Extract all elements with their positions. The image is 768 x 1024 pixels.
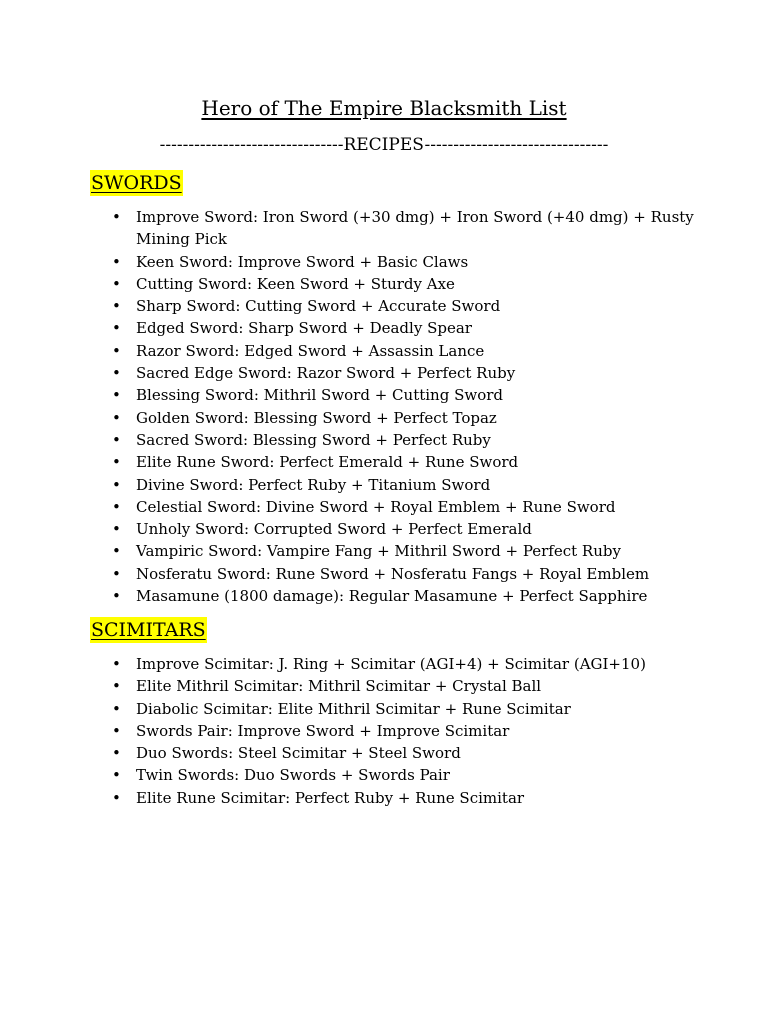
recipe-text: Elite Mithril Scimitar: Mithril Scimitar + Crystal Ball (136, 677, 542, 696)
recipe-text: Sacred Sword: Blessing Sword + Perfect Ruby (136, 430, 491, 449)
recipe-text: Golden Sword: Blessing Sword + Perfect Topaz (136, 408, 497, 427)
recipe-text: Swords Pair: Improve Sword + Improve Scimitar (136, 721, 510, 740)
list-item (108, 653, 708, 675)
recipe-text: Divine Sword: Perfect Ruby + Titanium Sword (136, 475, 491, 494)
recipe-text: Cutting Sword: Keen Sword + Sturdy Axe (136, 274, 455, 293)
section-heading-swords: SWORDS (91, 172, 182, 194)
list-item (108, 206, 708, 251)
recipe-text: Improve Sword: Iron Sword (+30 dmg) + Iron Sword (+40 dmg) + Rusty Mining Pick (136, 208, 694, 249)
recipe-text: Blessing Sword: Mithril Sword + Cutting Sword (136, 386, 504, 405)
list-item (108, 585, 708, 607)
bullet-icon: • (112, 520, 121, 539)
bullet-icon: • (112, 208, 121, 226)
list-item (108, 764, 708, 786)
bullet-icon: • (112, 453, 121, 472)
list-item (108, 340, 708, 362)
list-item (108, 362, 708, 384)
recipe-text: Razor Sword: Edged Sword + Assassin Lance (136, 341, 485, 360)
recipe-text: Elite Rune Scimitar: Perfect Ruby + Rune Scimitar (136, 788, 525, 807)
scimitars-recipe-list (108, 653, 708, 809)
list-item (108, 451, 708, 473)
recipe-text: Twin Swords: Duo Swords + Swords Pair (136, 766, 450, 785)
list-item (108, 384, 708, 406)
list-item (108, 518, 708, 540)
bullet-icon: • (112, 766, 121, 785)
bullet-icon: • (112, 699, 121, 718)
bullet-icon: • (112, 430, 121, 449)
recipe-text: Edged Sword: Sharp Sword + Deadly Spear (136, 319, 472, 338)
bullet-icon: • (112, 364, 121, 383)
recipe-text: Vampiric Sword: Vampire Fang + Mithril Sword + Perfect Ruby (136, 542, 621, 561)
list-item (108, 675, 708, 697)
recipe-text: Diabolic Scimitar: Elite Mithril Scimitar + Rune Scimitar (136, 699, 571, 718)
bullet-icon: • (112, 542, 121, 561)
section-heading-scimitars: SCIMITARS (91, 619, 206, 641)
list-item (108, 787, 708, 809)
recipe-text: Sharp Sword: Cutting Sword + Accurate Sword (136, 297, 501, 316)
list-item (108, 698, 708, 720)
recipe-text: Improve Scimitar: J. Ring + Scimitar (AGI+4) + Scimitar (AGI+10) (136, 655, 646, 673)
bullet-icon: • (112, 274, 121, 293)
recipe-text: Celestial Sword: Divine Sword + Royal Emblem + Rune Sword (136, 497, 616, 516)
bullet-icon: • (112, 564, 121, 583)
document-title: Hero of The Empire Blacksmith List (201, 96, 567, 120)
bullet-icon: • (112, 721, 121, 740)
bullet-icon: • (112, 252, 121, 271)
list-item (108, 720, 708, 742)
bullet-icon: • (112, 788, 121, 807)
recipe-text: Keen Sword: Improve Sword + Basic Claws (136, 252, 469, 271)
bullet-icon: • (112, 386, 121, 405)
bullet-icon: • (112, 744, 121, 763)
list-item (108, 496, 708, 518)
recipe-text: Sacred Edge Sword: Razor Sword + Perfect Ruby (136, 364, 516, 383)
recipe-text: Masamune (1800 damage): Regular Masamune + Perfect Sapphire (136, 587, 648, 606)
bullet-icon: • (112, 475, 121, 494)
list-item (108, 429, 708, 451)
bullet-icon: • (112, 587, 121, 606)
bullet-icon: • (112, 319, 121, 338)
list-item (108, 742, 708, 764)
list-item (108, 295, 708, 317)
list-item (108, 251, 708, 273)
list-item (108, 273, 708, 295)
swords-recipe-list (108, 206, 708, 607)
bullet-icon: • (112, 341, 121, 360)
bullet-icon: • (112, 497, 121, 516)
recipe-text: Duo Swords: Steel Scimitar + Steel Sword (136, 744, 461, 763)
bullet-icon: • (112, 408, 121, 427)
list-item (108, 474, 708, 496)
list-item (108, 317, 708, 339)
recipes-divider: --------------------------------RECIPES-------------------------------- (159, 135, 609, 155)
bullet-icon: • (112, 677, 121, 696)
bullet-icon: • (112, 297, 121, 316)
bullet-icon: • (112, 655, 121, 673)
recipe-text: Unholy Sword: Corrupted Sword + Perfect Emerald (136, 520, 532, 539)
recipe-text: Nosferatu Sword: Rune Sword + Nosferatu Fangs + Royal Emblem (136, 564, 650, 583)
recipe-text: Elite Rune Sword: Perfect Emerald + Rune Sword (136, 453, 519, 472)
list-item (108, 563, 708, 585)
list-item (108, 540, 708, 562)
list-item (108, 407, 708, 429)
